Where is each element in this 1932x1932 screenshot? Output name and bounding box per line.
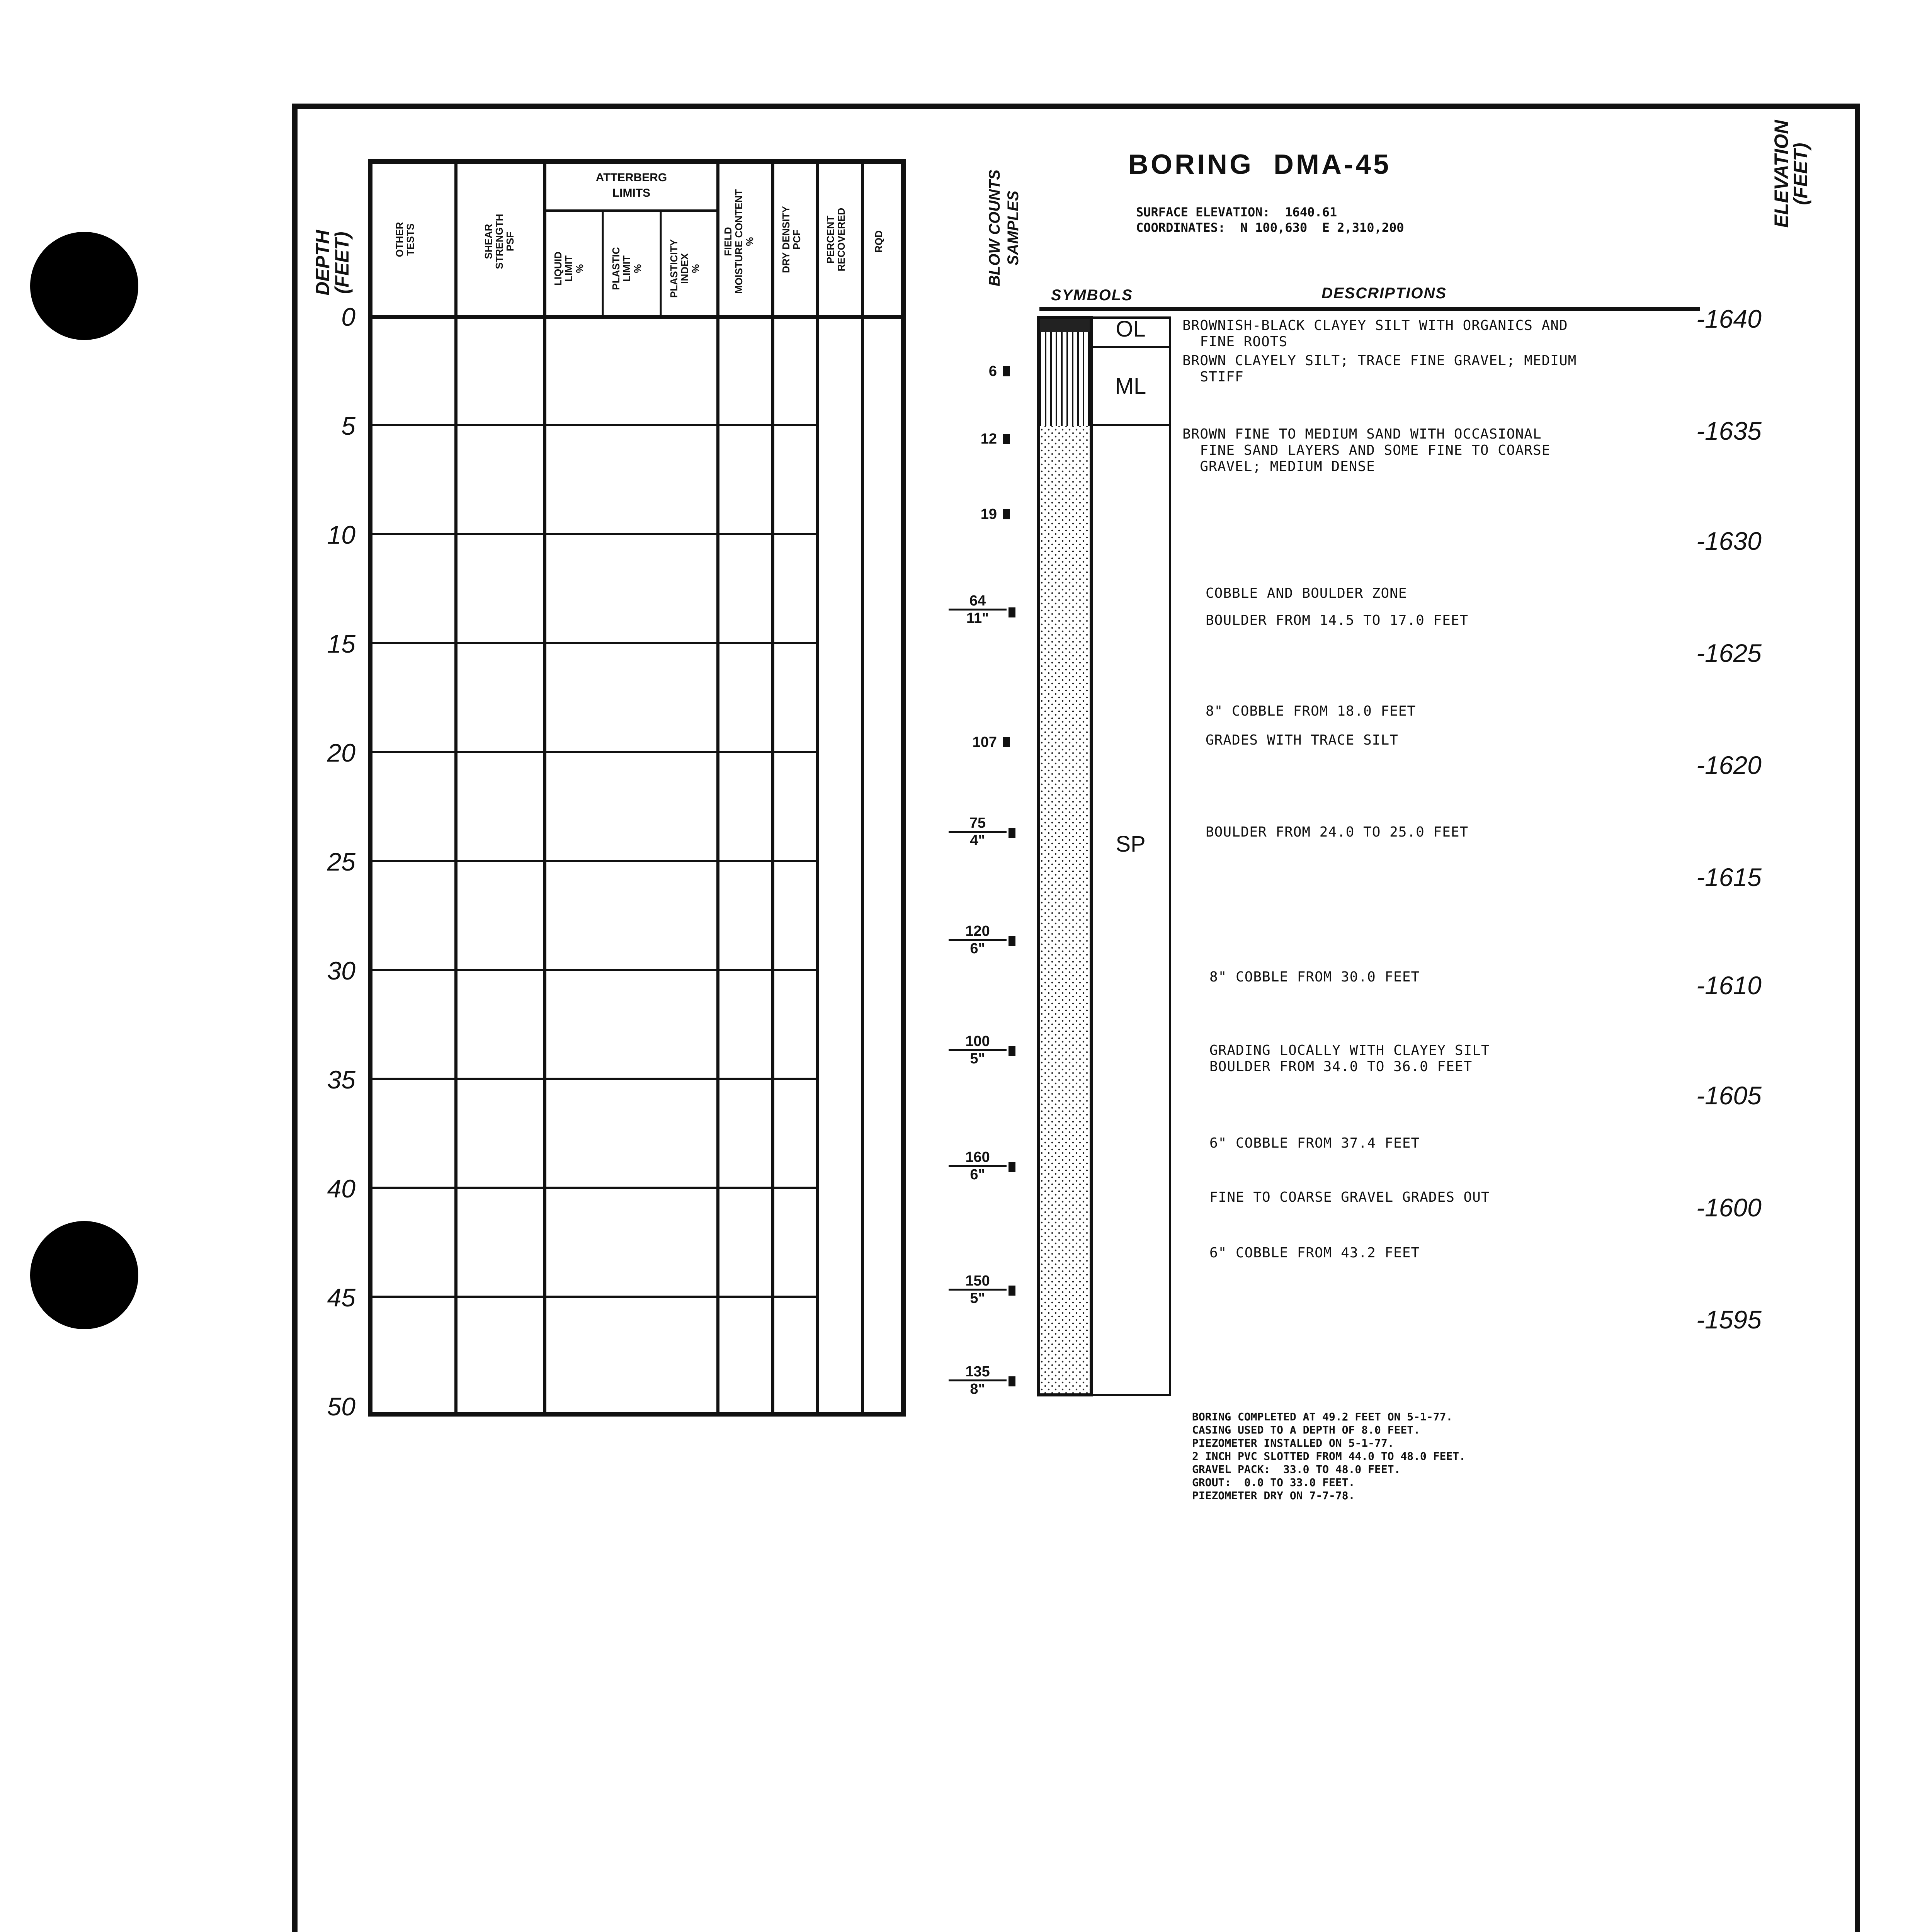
sample-marker xyxy=(1003,366,1010,376)
elevation-label: -1625 xyxy=(1696,639,1762,667)
depth-label: 10 xyxy=(327,520,355,549)
depth-label: 50 xyxy=(327,1392,355,1421)
blow-count: 107 xyxy=(972,734,997,750)
description-note: COBBLE AND BOULDER ZONE xyxy=(1206,585,1407,601)
blow-count-fraction: $\frac{135}{8"}$ xyxy=(949,1364,1007,1397)
blow-count: 19 xyxy=(980,506,997,522)
blow-count: 12 xyxy=(980,431,997,447)
soil-unit-ml: ML xyxy=(1115,374,1146,399)
surface-elevation: SURFACE ELEVATION: 1640.61 xyxy=(1136,205,1337,219)
elevation-label: -1620 xyxy=(1696,751,1762,779)
blow-counts-header: BLOW COUNTS SAMPLES xyxy=(986,169,1022,287)
sample-marker xyxy=(1003,737,1010,747)
boring-title: BORING DMA-45 xyxy=(1128,149,1391,180)
coordinates: COORDINATES: N 100,630 E 2,310,200 xyxy=(1136,220,1404,235)
sample-marker xyxy=(1009,828,1015,838)
depth-label: 45 xyxy=(327,1283,355,1312)
elevation-label: -1610 xyxy=(1696,971,1762,1000)
ol-symbol xyxy=(1040,319,1090,332)
header-dry-density: DRY DENSITY PCF xyxy=(780,206,803,273)
depth-label: 35 xyxy=(327,1065,355,1094)
elevation-label: -1615 xyxy=(1696,863,1762,891)
symbols-header: SYMBOLS xyxy=(1051,287,1133,304)
sample-marker xyxy=(1009,1286,1015,1296)
elevation-label: -1600 xyxy=(1696,1193,1762,1222)
header-rqd: RQD xyxy=(873,230,884,253)
blow-count-fraction: $\frac{120}{6"}$ xyxy=(949,923,1007,956)
boring-completion-notes: BORING COMPLETED AT 49.2 FEET ON 5-1-77. CASING USED TO A DEPTH OF 8.0 FEET. PIEZOMETER INSTALLED ON 5-1-77. 2 INCH PVC SLOTTED FROM 44.0 TO 48.0 FEET. GRAVEL PACK: 33.0 TO 48.0 FEET. GROUT: 0.0 TO 33.0 FEET. PIEZOMETER DRY ON 7-7-78. xyxy=(1192,1410,1466,1502)
description-note: 6" COBBLE FROM 43.2 FEET xyxy=(1209,1245,1420,1261)
description-ml: BROWN CLAYELY SILT; TRACE FINE GRAVEL; MEDIUM STIFF xyxy=(1182,353,1577,385)
description-note: FINE TO COARSE GRAVEL GRADES OUT xyxy=(1209,1189,1490,1205)
elevation-label: -1595 xyxy=(1696,1305,1762,1334)
depth-label: 15 xyxy=(327,629,355,658)
elevation-label: -1605 xyxy=(1696,1081,1762,1110)
elevation-label: -1635 xyxy=(1696,417,1762,445)
blow-count-fraction: $\frac{64}{11"}$ xyxy=(949,593,1007,626)
sample-marker xyxy=(1003,434,1010,444)
description-note: 8" COBBLE FROM 18.0 FEET xyxy=(1206,703,1416,719)
elevation-label: -1640 xyxy=(1696,304,1762,333)
ml-symbol xyxy=(1040,332,1090,426)
descriptions-header: DESCRIPTIONS xyxy=(1321,285,1447,302)
sample-marker xyxy=(1009,1376,1015,1386)
description-note: BOULDER FROM 24.0 TO 25.0 FEET xyxy=(1206,824,1469,840)
sample-marker xyxy=(1009,1162,1015,1172)
elevation-label: -1630 xyxy=(1696,527,1762,555)
header-percent-recovered: PERCENT RECOVERED xyxy=(825,207,847,272)
blow-count-fraction: $\frac{150}{5"}$ xyxy=(949,1273,1007,1306)
blow-count-fraction: $\frac{160}{6"}$ xyxy=(949,1150,1007,1182)
description-sp: BROWN FINE TO MEDIUM SAND WITH OCCASIONAL FINE SAND LAYERS AND SOME FINE TO COARSE GRAVEL; MEDIUM DENSE xyxy=(1182,426,1551,474)
blow-count: 6 xyxy=(988,363,997,379)
description-note: BOULDER FROM 14.5 TO 17.0 FEET xyxy=(1206,612,1469,628)
header-plastic-limit: PLASTIC LIMIT % xyxy=(610,247,643,290)
depth-label: 5 xyxy=(341,412,355,440)
header-shear-strength: SHEAR STRENGTH PSF xyxy=(483,214,516,269)
sample-marker xyxy=(1009,607,1015,617)
depth-label: 30 xyxy=(327,956,355,985)
sample-marker xyxy=(1003,509,1010,519)
header-other-tests: OTHER TESTS xyxy=(394,222,416,257)
header-plasticity-index: PLASTICITY INDEX % xyxy=(668,239,701,298)
depth-label: 20 xyxy=(327,738,355,767)
blow-count-fraction: $\frac{100}{5"}$ xyxy=(949,1034,1007,1066)
sample-marker xyxy=(1009,1046,1015,1056)
description-note: GRADES WITH TRACE SILT xyxy=(1206,732,1398,748)
elevation-axis-title: ELEVATION (FEET) xyxy=(1770,120,1811,228)
sp-symbol xyxy=(1040,426,1090,1394)
depth-label: 25 xyxy=(327,847,355,876)
soil-unit-ol: OL xyxy=(1116,316,1146,342)
depth-label: 40 xyxy=(327,1174,355,1203)
header-atterberg-limits: ATTERBERG LIMITS xyxy=(595,171,667,199)
description-ol: BROWNISH-BLACK CLAYEY SILT WITH ORGANICS AND FINE ROOTS xyxy=(1182,318,1568,350)
header-liquid-limit: LIQUID LIMIT % xyxy=(552,251,585,286)
depth-axis-title: DEPTH (FEET) xyxy=(312,230,353,296)
description-note: 6" COBBLE FROM 37.4 FEET xyxy=(1209,1135,1420,1151)
description-note: 8" COBBLE FROM 30.0 FEET xyxy=(1209,969,1420,985)
blow-count-fraction: $\frac{75}{4"}$ xyxy=(949,815,1007,848)
depth-label: 0 xyxy=(341,303,355,331)
soil-unit-sp: SP xyxy=(1116,832,1146,857)
sample-marker xyxy=(1009,936,1015,946)
description-note: GRADING LOCALLY WITH CLAYEY SILT BOULDER FROM 34.0 TO 36.0 FEET xyxy=(1209,1043,1490,1075)
header-field-moisture: FIELD MOISTURE CONTENT % xyxy=(722,189,755,294)
